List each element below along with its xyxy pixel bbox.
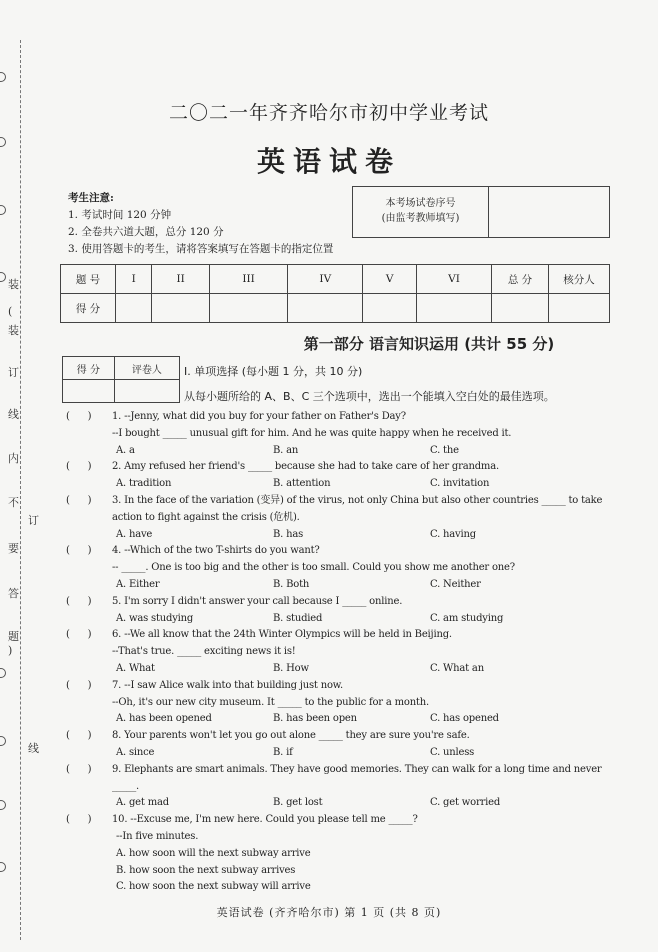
option-a[interactable]: A. has been opened xyxy=(116,713,212,725)
question-item xyxy=(66,493,606,527)
question-stem: 2. Amy refused her friend's _____ because she had to take care of her grandma. xyxy=(112,461,499,473)
seat-number-field[interactable] xyxy=(489,187,609,237)
binding-hole-icon xyxy=(0,272,6,282)
question-dialogue-line: --In five minutes. xyxy=(116,830,199,842)
score-table-header-row xyxy=(61,265,610,294)
part-title: 第一部分 语言知识运用 (共计 55 分) xyxy=(303,335,555,353)
binding-hole-icon xyxy=(0,72,6,82)
option-c[interactable]: C. how soon the next subway will arrive xyxy=(116,881,311,893)
option-a[interactable]: A. how soon will the next subway arrive xyxy=(116,847,311,859)
option-c[interactable]: C. What an xyxy=(430,662,484,674)
section-instruction: 从每小题所给的 A、B、C 三个选项中，选出一个能填入空白处的最佳选项。 xyxy=(184,390,555,403)
binding-hole-icon xyxy=(0,205,6,215)
question-item xyxy=(66,678,606,695)
notice-item: 2. 全卷共六道大题，总分 120 分 xyxy=(68,226,224,238)
option-c[interactable]: C. having xyxy=(430,528,476,540)
option-b[interactable]: B. studied xyxy=(273,612,323,624)
section-heading: I. 单项选择 (每小题 1 分，共 10 分) xyxy=(184,365,363,378)
option-a[interactable]: A. a xyxy=(116,444,135,456)
score-header-cell: 题 号 xyxy=(61,265,116,294)
score-cell[interactable] xyxy=(492,294,549,323)
option-c[interactable]: C. unless xyxy=(430,746,475,758)
binding-char: ) xyxy=(8,644,13,657)
option-b[interactable]: B. Both xyxy=(273,578,310,590)
answer-blank[interactable]: ( ) xyxy=(66,494,92,506)
option-b[interactable]: B. get lost xyxy=(273,797,323,809)
binding-char: 要 xyxy=(8,542,19,555)
score-header-cell: III xyxy=(209,265,288,294)
option-b[interactable]: B. how soon the next subway arrives xyxy=(116,864,296,876)
answer-blank[interactable]: ( ) xyxy=(66,545,92,557)
grader-score-cell[interactable] xyxy=(63,380,115,403)
score-header-cell: 核分人 xyxy=(549,265,610,294)
score-header-cell: VI xyxy=(417,265,492,294)
answer-blank[interactable]: ( ) xyxy=(66,461,92,473)
score-header-cell: 总 分 xyxy=(492,265,549,294)
answer-blank[interactable]: ( ) xyxy=(66,629,92,641)
option-b[interactable]: B. How xyxy=(273,662,309,674)
binding-hole-icon xyxy=(0,800,6,810)
option-a[interactable]: A. get mad xyxy=(116,797,169,809)
question-options xyxy=(66,476,606,493)
question-dialogue-line: -- _____. One is too big and the other is too small. Could you show me another one? xyxy=(112,562,515,574)
option-a[interactable]: A. What xyxy=(116,662,155,674)
question-options xyxy=(66,527,606,544)
notice-heading: 考生注意: xyxy=(68,192,114,204)
question-stem: 1. --Jenny, what did you buy for your father on Father's Day? xyxy=(112,411,406,422)
binding-char: 线 xyxy=(8,408,19,421)
option-c[interactable]: C. has opened xyxy=(430,713,499,725)
grader-name-label: 评卷人 xyxy=(114,357,179,380)
score-table xyxy=(60,264,610,323)
question-item xyxy=(66,728,606,745)
grader-name-cell[interactable] xyxy=(114,380,179,403)
question-options xyxy=(66,443,606,460)
binding-char: 装 xyxy=(8,324,19,337)
question-dialogue-line: --I bought _____ unusual gift for him. And he was quite happy when he received it. xyxy=(112,427,512,439)
option-b[interactable]: B. if xyxy=(273,746,293,758)
exam-title: 二〇二一年齐齐哈尔市初中学业考试 xyxy=(168,102,489,124)
option-c[interactable]: C. invitation xyxy=(430,478,490,490)
binding-hole-icon xyxy=(0,862,6,872)
question-options xyxy=(66,846,606,896)
binding-char: 不 xyxy=(8,496,19,509)
question-stem: 7. --I saw Alice walk into that building just now. xyxy=(112,679,343,691)
grader-box xyxy=(62,356,180,403)
question-stem: 6. --We all know that the 24th Winter Olympics will be held in Beijing. xyxy=(112,629,452,641)
question-stem: 3. In the face of the variation (变异) of the virus, not only China but also other countries _____ to take action to fight against the crisis (危机). xyxy=(112,494,603,523)
seat-label-note: (由监考教师填写) xyxy=(381,213,460,224)
option-b[interactable]: B. has been open xyxy=(273,713,357,725)
score-header-cell: V xyxy=(363,265,417,294)
page-footer: 英语试卷 (齐齐哈尔市) 第 1 页 (共 8 页) xyxy=(216,906,442,919)
binding-char: 线 xyxy=(28,742,39,755)
option-c[interactable]: C. the xyxy=(430,444,459,456)
score-cell[interactable] xyxy=(363,294,417,323)
question-item xyxy=(66,543,606,560)
option-a[interactable]: A. tradition xyxy=(116,478,172,490)
option-b[interactable]: B. an xyxy=(273,444,299,456)
score-row-label: 得 分 xyxy=(61,294,116,323)
option-b[interactable]: B. has xyxy=(273,528,304,540)
grader-score-label: 得 分 xyxy=(63,357,115,380)
binding-char: 订 xyxy=(28,514,39,527)
subject-title: 英语试卷 xyxy=(256,145,401,178)
question-list xyxy=(66,409,606,896)
score-cell[interactable] xyxy=(152,294,209,323)
question-item xyxy=(66,594,606,611)
option-a[interactable]: A. was studying xyxy=(116,612,194,624)
answer-blank[interactable]: ( ) xyxy=(66,763,92,775)
option-a[interactable]: A. Either xyxy=(116,578,160,590)
option-c[interactable]: C. Neither xyxy=(430,578,481,590)
answer-blank[interactable]: ( ) xyxy=(66,411,92,422)
binding-char: 订 xyxy=(8,366,19,379)
option-c[interactable]: C. get worried xyxy=(430,797,501,809)
question-item xyxy=(66,459,606,476)
notice-item: 1. 考试时间 120 分钟 xyxy=(68,209,172,221)
seat-number-label xyxy=(353,187,489,237)
binding-char: 装 xyxy=(8,278,19,291)
question-stem: 8. Your parents won't let you go out alone _____ they are sure you're safe. xyxy=(112,730,470,742)
question-options xyxy=(66,661,606,678)
answer-blank[interactable]: ( ) xyxy=(66,814,92,826)
score-cell[interactable] xyxy=(549,294,610,323)
answer-blank[interactable]: ( ) xyxy=(66,595,92,607)
option-a[interactable]: A. have xyxy=(116,528,153,540)
binding-hole-icon xyxy=(0,736,6,746)
question-item xyxy=(66,812,606,829)
question-stem: 10. --Excuse me, I'm new here. Could you please tell me _____? xyxy=(112,814,418,826)
candidate-notice xyxy=(68,190,333,258)
question-dialogue-line: --Oh, it's our new city museum. It _____ to the public for a month. xyxy=(112,696,429,708)
seat-number-box xyxy=(352,186,610,238)
question-stem: 9. Elephants are smart animals. They have good memories. They can walk for a long time and never _____. xyxy=(112,763,602,792)
notice-item: 3. 使用答题卡的考生，请将答案填写在答题卡的指定位置 xyxy=(68,243,334,255)
question-item xyxy=(66,627,606,644)
answer-blank[interactable]: ( ) xyxy=(66,679,92,691)
binding-char: 内 xyxy=(8,452,19,465)
binding-char: 题 xyxy=(8,630,19,643)
seat-label-line: 本考场试卷序号 xyxy=(385,198,456,209)
binding-char: 答 xyxy=(8,587,19,600)
option-b[interactable]: B. attention xyxy=(273,478,331,490)
question-stem: 4. --Which of the two T-shirts do you want? xyxy=(112,545,320,557)
score-header-cell: II xyxy=(152,265,209,294)
score-cell[interactable] xyxy=(417,294,492,323)
question-stem: 5. I'm sorry I didn't answer your call because I _____ online. xyxy=(112,595,403,607)
score-cell[interactable] xyxy=(116,294,152,323)
question-item xyxy=(66,409,606,426)
option-c[interactable]: C. am studying xyxy=(430,612,504,624)
question-options xyxy=(66,611,606,628)
score-header-cell: I xyxy=(116,265,152,294)
score-cell[interactable] xyxy=(288,294,363,323)
question-dialogue-line: --That's true. _____ exciting news it is! xyxy=(112,646,296,658)
question-options xyxy=(66,577,606,594)
question-item xyxy=(66,762,606,796)
option-a[interactable]: A. since xyxy=(116,746,155,758)
score-header-cell: IV xyxy=(288,265,363,294)
score-cell[interactable] xyxy=(209,294,288,323)
question-options xyxy=(66,711,606,728)
question-options xyxy=(66,795,606,812)
binding-hole-icon xyxy=(0,668,6,678)
question-options xyxy=(66,745,606,762)
score-table-row xyxy=(61,294,610,323)
answer-blank[interactable]: ( ) xyxy=(66,730,92,742)
binding-char: ( xyxy=(8,305,13,318)
